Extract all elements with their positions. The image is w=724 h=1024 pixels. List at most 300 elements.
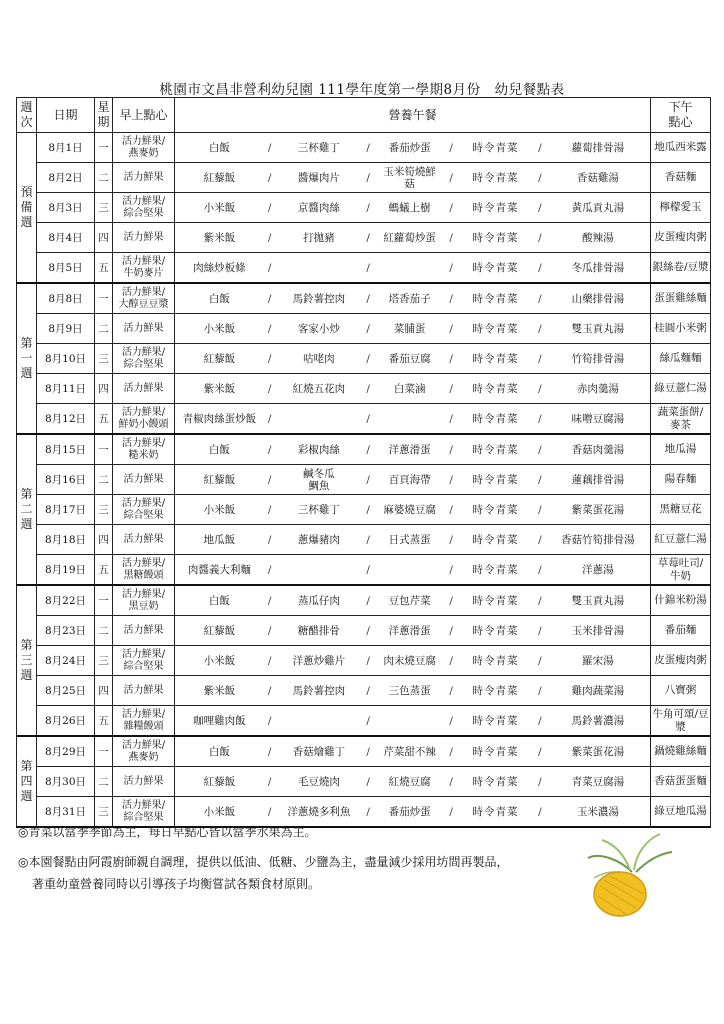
slash-divider: / (366, 533, 370, 546)
slash-divider: / (366, 594, 370, 607)
lunch-item: 白飯 (208, 141, 230, 154)
slash-divider: / (267, 322, 272, 335)
lunch-item: 糖醋排骨 (297, 624, 340, 637)
lunch-item: 毛豆燒肉 (297, 775, 340, 788)
table-row (17, 767, 711, 797)
slash-divider: / (366, 805, 370, 818)
pineapple-leaves-icon (588, 834, 672, 878)
slash-divider: / (538, 805, 542, 818)
pm-snack-cell: 牛角可頌/豆漿 (651, 706, 711, 737)
lunch-item: 紅藜飯 (203, 352, 236, 365)
lunch-item: 醬爆肉片 (297, 171, 340, 184)
weekday-cell: 三 (95, 797, 113, 828)
slash-divider: / (267, 654, 272, 667)
slash-divider: / (366, 714, 370, 727)
slash-divider: / (366, 443, 370, 456)
pm-snack-cell: 蔬菜蛋餅/ 麥茶 (651, 404, 711, 435)
slash-divider: / (538, 141, 542, 154)
pm-snack-cell: 蛋蛋雞絲麵 (651, 283, 711, 314)
lunch-item: 玉米濃湯 (576, 805, 619, 818)
lunch-item: 小米飯 (203, 201, 236, 214)
lunch-item: 時令青菜 (472, 805, 519, 818)
note-3: 著重幼童營養同時以引導孩子均衡嘗試各類食材原則。 (32, 877, 321, 891)
slash-divider: / (366, 141, 370, 154)
slash-divider: / (538, 382, 542, 395)
lunch-item: 馬鈴薯控肉 (292, 684, 346, 697)
lunch-cell (175, 706, 651, 737)
lunch-item: 冬瓜排骨湯 (571, 261, 625, 274)
date-cell: 8月18日 (37, 525, 95, 555)
week-label: 第 一 週 (17, 283, 37, 434)
lunch-item: 客家小炒 (297, 322, 340, 335)
lunch-item: 時令青菜 (472, 412, 519, 425)
table-row (17, 646, 711, 676)
lunch-item: 洋蔥滑蛋 (388, 443, 431, 456)
slash-divider: / (267, 533, 272, 546)
lunch-item: 蓮藕排骨湯 (571, 473, 625, 486)
week-label: 第 二 週 (17, 434, 37, 585)
pm-snack-cell: 檸檬愛玉 (651, 193, 711, 223)
slash-divider: / (267, 352, 272, 365)
lunch-item: 時令青菜 (472, 201, 519, 214)
weekday-cell: 五 (95, 555, 113, 586)
header-row (17, 98, 711, 133)
date-cell: 8月30日 (37, 767, 95, 797)
am-snack-cell: 活力鮮果/ 糙米奶 (113, 434, 175, 465)
am-snack-cell: 活力鮮果 (113, 767, 175, 797)
slash-divider: / (366, 201, 370, 214)
date-cell: 8月11日 (37, 374, 95, 404)
menu-body (17, 133, 711, 828)
am-snack-cell: 活力鮮果 (113, 314, 175, 344)
am-snack-cell: 活力鮮果/ 牛奶麥片 (113, 253, 175, 284)
lunch-cell (175, 465, 651, 495)
lunch-item: 玉米筍燒鮮 菇 (383, 165, 436, 190)
date-cell: 8月29日 (37, 736, 95, 767)
table-row (17, 706, 711, 737)
am-snack-cell: 活力鮮果/ 黑糖饅頭 (113, 555, 175, 586)
slash-divider: / (538, 714, 542, 727)
date-cell: 8月24日 (37, 646, 95, 676)
lunch-item: 紅藜飯 (203, 473, 236, 486)
lunch-item: 雙玉貢丸湯 (571, 594, 625, 607)
slash-divider: / (538, 261, 542, 274)
slash-divider: / (449, 141, 453, 154)
lunch-item: 時令青菜 (472, 473, 519, 486)
lunch-cell (175, 374, 651, 404)
lunch-item: 赤肉羹湯 (576, 382, 619, 395)
slash-divider: / (449, 292, 453, 305)
lunch-item: 白菜滷 (393, 382, 426, 395)
lunch-cell (175, 223, 651, 253)
table-row (17, 163, 711, 193)
date-cell: 8月5日 (37, 253, 95, 284)
week-label: 第 四 週 (17, 736, 37, 827)
date-cell: 8月22日 (37, 585, 95, 616)
lunch-item: 紅藜飯 (203, 624, 236, 637)
date-cell: 8月19日 (37, 555, 95, 586)
slash-divider: / (538, 684, 542, 697)
lunch-item: 小米飯 (203, 805, 236, 818)
lunch-item: 時令青菜 (472, 261, 519, 274)
weekday-cell: 四 (95, 525, 113, 555)
lunch-item: 白飯 (208, 443, 230, 456)
note-1: ◎青菜以當季季節為主，每日早點心皆以當季水果為主。 (18, 825, 317, 839)
am-snack-cell: 活力鮮果/ 鮮奶小饅頭 (113, 404, 175, 435)
lunch-item: 肉絲炒板條 (193, 261, 246, 274)
lunch-item: 番茄炒蛋 (388, 805, 431, 818)
table-row (17, 223, 711, 253)
slash-divider: / (538, 473, 542, 486)
lunch-item: 時令青菜 (472, 322, 519, 335)
lunch-item: 香菇雞湯 (576, 171, 619, 184)
am-snack-cell: 活力鮮果 (113, 374, 175, 404)
lunch-item: 地瓜飯 (203, 533, 236, 546)
lunch-cell (175, 133, 651, 163)
slash-divider: / (538, 231, 542, 244)
lunch-item: 青椒肉絲蛋炒飯 (182, 412, 257, 425)
pm-snack-cell: 草莓吐司/ 牛奶 (651, 555, 711, 586)
weekday-cell: 一 (95, 585, 113, 616)
lunch-cell (175, 163, 651, 193)
slash-divider: / (538, 624, 542, 637)
slash-divider: / (538, 171, 542, 184)
lunch-item: 時令青菜 (472, 684, 519, 697)
lunch-item: 時令青菜 (472, 382, 519, 395)
lunch-item: 馬鈴薯濃湯 (571, 714, 625, 727)
slash-divider: / (449, 412, 453, 425)
slash-divider: / (449, 443, 453, 456)
slash-divider: / (267, 684, 272, 697)
slash-divider: / (449, 775, 453, 788)
slash-divider: / (366, 322, 370, 335)
lunch-item: 蒸瓜仔肉 (297, 594, 340, 607)
pm-snack-cell: 地瓜西米露 (651, 133, 711, 163)
slash-divider: / (449, 624, 453, 637)
lunch-item: 時令青菜 (472, 745, 519, 758)
lunch-cell (175, 676, 651, 706)
slash-divider: / (267, 563, 272, 576)
slash-divider: / (366, 654, 370, 667)
lunch-item: 馬鈴薯控肉 (292, 292, 346, 305)
am-snack-cell: 活力鮮果/ 黑豆奶 (113, 585, 175, 616)
lunch-item: 三杯雞丁 (297, 503, 340, 516)
slash-divider: / (538, 563, 542, 576)
lunch-item: 時令青菜 (472, 624, 519, 637)
lunch-item: 菜脯蛋 (393, 322, 426, 335)
lunch-item: 紅藜飯 (203, 171, 236, 184)
lunch-item: 時令青菜 (472, 563, 519, 576)
lunch-item: 時令青菜 (472, 443, 519, 456)
slash-divider: / (267, 714, 272, 727)
am-snack-cell: 活力鮮果/ 綜合堅果 (113, 646, 175, 676)
slash-divider: / (538, 654, 542, 667)
lunch-item: 蘿蔔排骨湯 (571, 141, 625, 154)
pineapple-fruit-icon (594, 872, 646, 916)
lunch-cell (175, 767, 651, 797)
am-snack-cell: 活力鮮果 (113, 223, 175, 253)
weekday-cell: 二 (95, 314, 113, 344)
slash-divider: / (538, 352, 542, 365)
lunch-item: 紫菜蛋花湯 (571, 503, 625, 516)
weekday-cell: 五 (95, 706, 113, 737)
slash-divider: / (267, 594, 272, 607)
date-cell: 8月8日 (37, 283, 95, 314)
table-row (17, 193, 711, 223)
am-snack-cell: 活力鮮果/ 燕麥奶 (113, 133, 175, 163)
lunch-cell (175, 193, 651, 223)
lunch-item: 塔香茄子 (388, 292, 431, 305)
lunch-item: 洋蔥燒多利魚 (287, 805, 351, 818)
am-snack-cell: 活力鮮果 (113, 465, 175, 495)
lunch-item: 紅蘿蔔炒蛋 (383, 231, 436, 244)
lunch-cell (175, 646, 651, 676)
slash-divider: / (366, 382, 370, 395)
pm-snack-cell: 銀絲卷/豆漿 (651, 253, 711, 284)
lunch-item: 時令青菜 (472, 654, 519, 667)
date-cell: 8月31日 (37, 797, 95, 828)
slash-divider: / (449, 594, 453, 607)
lunch-item: 肉醬義大利麵 (187, 563, 251, 576)
pm-snack-cell: 黑糖豆花 (651, 495, 711, 525)
lunch-item: 豆包芹菜 (388, 594, 431, 607)
table-row (17, 555, 711, 586)
table-row (17, 374, 711, 404)
slash-divider: / (366, 745, 370, 758)
lunch-cell (175, 283, 651, 314)
am-snack-cell: 活力鮮果 (113, 616, 175, 646)
pm-snack-cell: 紅豆薏仁湯 (651, 525, 711, 555)
slash-divider: / (267, 624, 272, 637)
lunch-item: 三色蒸蛋 (388, 684, 431, 697)
slash-divider: / (449, 684, 453, 697)
lunch-item: 雙玉貢丸湯 (571, 322, 625, 335)
lunch-item: 時令青菜 (472, 171, 519, 184)
slash-divider: / (449, 654, 453, 667)
lunch-item: 時令青菜 (472, 714, 519, 727)
slash-divider: / (267, 231, 272, 244)
lunch-item: 酸辣湯 (582, 231, 614, 244)
weekday-cell: 三 (95, 495, 113, 525)
table-row (17, 525, 711, 555)
slash-divider: / (449, 171, 453, 184)
weekday-cell: 三 (95, 193, 113, 223)
slash-divider: / (366, 412, 370, 425)
weekday-cell: 一 (95, 434, 113, 465)
lunch-item: 螞蟻上樹 (388, 201, 431, 214)
lunch-item: 紅藜飯 (203, 775, 236, 788)
weekday-cell: 四 (95, 676, 113, 706)
date-cell: 8月1日 (37, 133, 95, 163)
weekday-cell: 五 (95, 404, 113, 435)
pm-snack-cell: 什錦米粉湯 (651, 585, 711, 616)
pm-snack-cell: 鍋燒雞絲麵 (651, 736, 711, 767)
lunch-item: 紫米飯 (203, 231, 236, 244)
lunch-item: 麻婆燒豆腐 (383, 503, 436, 516)
am-snack-cell: 活力鮮果 (113, 525, 175, 555)
lunch-item: 時令青菜 (472, 594, 519, 607)
slash-divider: / (449, 322, 453, 335)
table-row (17, 585, 711, 616)
slash-divider: / (449, 473, 453, 486)
weekday-cell: 五 (95, 253, 113, 284)
menu-table (16, 97, 711, 828)
slash-divider: / (449, 201, 453, 214)
pm-snack-cell: 番茄麵 (651, 616, 711, 646)
slash-divider: / (538, 322, 542, 335)
slash-divider: / (538, 503, 542, 516)
lunch-item: 山藥排骨湯 (571, 292, 625, 305)
weekday-cell: 二 (95, 767, 113, 797)
slash-divider: / (366, 775, 370, 788)
slash-divider: / (449, 503, 453, 516)
lunch-item: 香菇竹筍排骨湯 (561, 533, 635, 546)
slash-divider: / (366, 473, 370, 486)
lunch-item: 蔥爆豬肉 (297, 533, 340, 546)
lunch-item: 紫米飯 (203, 684, 236, 697)
pm-snack-cell: 八寶粥 (651, 676, 711, 706)
lunch-item: 時令青菜 (472, 503, 519, 516)
weekday-cell: 一 (95, 736, 113, 767)
lunch-item: 番茄炒蛋 (388, 141, 431, 154)
pm-snack-cell: 綠豆地瓜湯 (651, 797, 711, 828)
am-snack-cell: 活力鮮果/ 燕麥奶 (113, 736, 175, 767)
table-row (17, 434, 711, 465)
slash-divider: / (449, 382, 453, 395)
slash-divider: / (449, 352, 453, 365)
header-am-snack: 早上點心 (113, 98, 175, 133)
slash-divider: / (267, 292, 272, 305)
date-cell: 8月15日 (37, 434, 95, 465)
lunch-cell (175, 585, 651, 616)
lunch-item: 番茄豆腐 (388, 352, 431, 365)
slash-divider: / (449, 745, 453, 758)
lunch-cell (175, 253, 651, 284)
am-snack-cell: 活力鮮果/ 綜合堅果 (113, 495, 175, 525)
lunch-item: 咕咾肉 (303, 352, 335, 365)
slash-divider: / (366, 503, 370, 516)
date-cell: 8月12日 (37, 404, 95, 435)
lunch-item: 竹筍排骨湯 (571, 352, 625, 365)
am-snack-cell: 活力鮮果 (113, 676, 175, 706)
lunch-item: 洋蔥滑蛋 (388, 624, 431, 637)
slash-divider: / (267, 443, 272, 456)
slash-divider: / (366, 261, 370, 274)
lunch-item: 百頁海帶 (388, 473, 431, 486)
lunch-item: 黃瓜貢丸湯 (571, 201, 625, 214)
date-cell: 8月9日 (37, 314, 95, 344)
header-week: 週 次 (17, 98, 37, 133)
slash-divider: / (366, 171, 370, 184)
lunch-cell (175, 495, 651, 525)
date-cell: 8月16日 (37, 465, 95, 495)
slash-divider: / (267, 171, 272, 184)
weekday-cell: 三 (95, 344, 113, 374)
header-date: 日期 (37, 98, 95, 133)
pm-snack-cell: 皮蛋瘦肉粥 (651, 646, 711, 676)
slash-divider: / (267, 473, 272, 486)
table-row (17, 676, 711, 706)
date-cell: 8月2日 (37, 163, 95, 193)
lunch-cell (175, 525, 651, 555)
lunch-item: 香菇燴雞丁 (292, 745, 346, 758)
am-snack-cell: 活力鮮果/ 雜糧饅頭 (113, 706, 175, 737)
am-snack-cell: 活力鮮果 (113, 163, 175, 193)
table-row (17, 465, 711, 495)
pm-snack-cell: 綠豆薏仁湯 (651, 374, 711, 404)
lunch-cell (175, 314, 651, 344)
slash-divider: / (267, 745, 272, 758)
table-row (17, 404, 711, 435)
slash-divider: / (449, 261, 453, 274)
date-cell: 8月10日 (37, 344, 95, 374)
table-row (17, 314, 711, 344)
lunch-item: 小米飯 (203, 322, 236, 335)
slash-divider: / (538, 292, 542, 305)
pineapple-illustration (580, 830, 690, 920)
table-row (17, 133, 711, 163)
slash-divider: / (366, 624, 370, 637)
lunch-item: 白飯 (208, 594, 230, 607)
pm-snack-cell: 桂圓小米粥 (651, 314, 711, 344)
header-dow: 星 期 (95, 98, 113, 133)
slash-divider: / (267, 141, 272, 154)
date-cell: 8月26日 (37, 706, 95, 737)
lunch-cell (175, 344, 651, 374)
am-snack-cell: 活力鮮果/ 綜合堅果 (113, 193, 175, 223)
lunch-item: 羅宋湯 (582, 654, 614, 667)
lunch-item: 時令青菜 (472, 141, 519, 154)
lunch-item: 三杯雞丁 (297, 141, 340, 154)
lunch-cell (175, 404, 651, 435)
weekday-cell: 一 (95, 283, 113, 314)
header-lunch: 營養午餐 (175, 98, 651, 133)
lunch-item: 打拋豬 (303, 231, 335, 244)
slash-divider: / (538, 443, 542, 456)
note-2: ◎本園餐點由阿霞廚師親自調理，提供以低油、低糖、少鹽為主，盡量減少採用坊間再製品， (18, 855, 509, 869)
slash-divider: / (538, 533, 542, 546)
lunch-item: 時令青菜 (472, 352, 519, 365)
lunch-item: 洋蔥湯 (582, 563, 614, 576)
slash-divider: / (366, 352, 370, 365)
lunch-item: 芹菜甜不辣 (383, 745, 436, 758)
header-pm-snack: 下午 點心 (651, 98, 711, 133)
slash-divider: / (538, 412, 542, 425)
lunch-item: 白飯 (208, 745, 230, 758)
pm-snack-cell: 陽春麵 (651, 465, 711, 495)
slash-divider: / (538, 201, 542, 214)
lunch-item: 日式蒸蛋 (388, 533, 431, 546)
weekday-cell: 四 (95, 223, 113, 253)
weekday-cell: 三 (95, 646, 113, 676)
lunch-item: 京醬肉絲 (297, 201, 340, 214)
am-snack-cell: 活力鮮果/ 綜合堅果 (113, 344, 175, 374)
lunch-item: 玉米排骨湯 (571, 624, 625, 637)
lunch-item: 紅燒五花肉 (292, 382, 346, 395)
lunch-cell (175, 555, 651, 586)
lunch-item: 青菜豆腐湯 (571, 775, 625, 788)
lunch-item: 鹹冬瓜 鯛魚 (303, 467, 335, 492)
slash-divider: / (449, 714, 453, 727)
pm-snack-cell: 皮蛋瘦肉粥 (651, 223, 711, 253)
lunch-item: 時令青菜 (472, 775, 519, 788)
slash-divider: / (449, 563, 453, 576)
table-row (17, 344, 711, 374)
lunch-item: 咖哩雞肉飯 (193, 714, 246, 727)
am-snack-cell: 活力鮮果/ 綜合堅果 (113, 797, 175, 828)
lunch-item: 時令青菜 (472, 533, 519, 546)
lunch-item: 味噌豆腐湯 (571, 412, 625, 425)
